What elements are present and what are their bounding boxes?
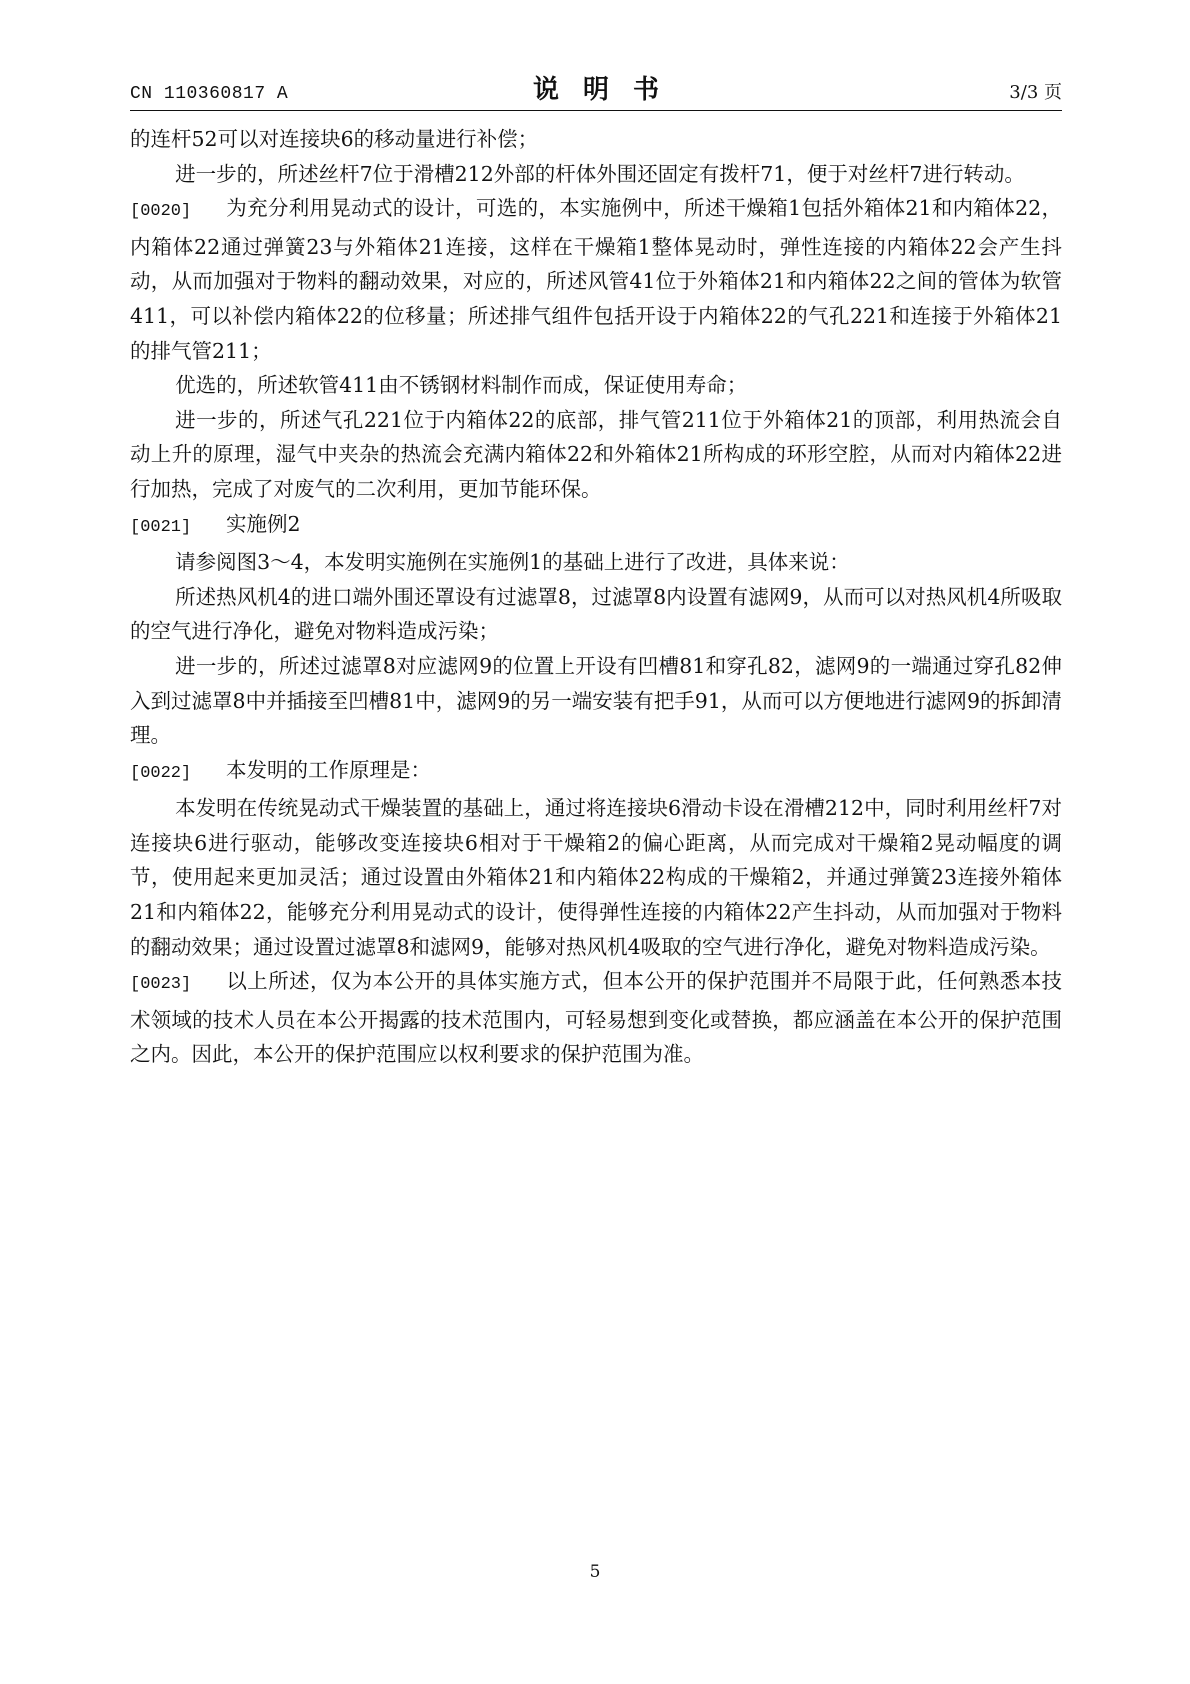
document-title: 说明书: [532, 75, 683, 105]
paragraph: 所述热风机4的进口端外围还罩设有过滤罩8，过滤罩8内设置有滤网9，从而可以对热风机4所吸取的空气进行净化，避免对物料造成污染；: [130, 584, 1062, 644]
paragraph-0021: [0021] 实施例2: [130, 507, 1062, 546]
paragraph: 优选的，所述软管411由不锈钢材料制作而成，保证使用寿命；: [175, 373, 748, 398]
page-number: 5: [589, 1562, 601, 1582]
paragraph: 进一步的，所述气孔221位于内箱体22的底部，排气管211位于外箱体21的顶部，利用热流会自动上升的原理，湿气中夹杂的热流会充满内箱体22和外箱体21所构成的环形空腔，从而对内箱体22进行加热，完成了对废气的二次利用，更加节能环保。: [130, 407, 1062, 501]
paragraph-0022: [0022] 本发明的工作原理是：: [130, 753, 1062, 792]
paragraph-0020: [0020] 为充分利用晃动式的设计，可选的，本实施例中，所述干燥箱1包括外箱体21和内箱体22，内箱体22通过弹簧23与外箱体21连接，这样在干燥箱1整体晃动时，弹性连接的内箱体22会产生抖动，从而加强对于物料的翻动效果，对应的，所述风管41位于外箱体21和内箱体22之间的管体为软管411，可以补偿内箱体22的位移量；所述排气组件包括开设于内箱体22的气孔221和连接于外箱体21的排气管211；: [130, 196, 1062, 363]
patent-number: CN 110360817 A: [130, 84, 289, 104]
paragraph: 本发明在传统晃动式干燥装置的基础上，通过将连接块6滑动卡设在滑槽212中，同时利用丝杆7对连接块6进行驱动，能够改变连接块6相对于干燥箱2的偏心距离，从而完成对干燥箱2晃动幅度的调节，使用起来更加灵活；通过设置由外箱体21和内箱体22构成的干燥箱2，并通过弹簧23连接外箱体21和内箱体22，能够充分利用晃动式的设计，使得弹性连接的内箱体22产生抖动，从而加强对于物料的翻动效果；通过设置过滤罩8和滤网9，能够对热风机4吸取的空气进行净化，避免对物料造成污染。: [130, 796, 1062, 959]
paragraph-number: [0020]: [130, 202, 192, 222]
paragraph: 请参阅图3～4，本发明实施例在实施例1的基础上进行了改进，具体来说：: [175, 550, 850, 575]
paragraph-continuation: 的连杆52可以对连接块6的移动量进行补偿；: [130, 127, 539, 151]
paragraph: 进一步的，所述丝杆7位于滑槽212外部的杆体外围还固定有拨杆71，便于对丝杆7进行转动。: [175, 161, 1025, 186]
page-header: [130, 66, 1062, 110]
paragraph-number: [0021]: [130, 517, 192, 537]
page-info: 3/3 页: [1009, 82, 1062, 103]
paragraph-number: [0023]: [130, 975, 192, 995]
header-rule: [130, 110, 1062, 111]
paragraph-0023: [0023] 以上所述，仅为本公开的具体实施方式，但本公开的保护范围并不局限于此，任何熟悉本技术领域的技术人员在本公开揭露的技术范围内，可轻易想到变化或替换，都应涵盖在本公开的保护范围之内。因此，本公开的保护范围应以权利要求的保护范围为准。: [130, 969, 1062, 1067]
paragraph: 进一步的，所述过滤罩8对应滤网9的位置上开设有凹槽81和穿孔82，滤网9的一端通过穿孔82伸入到过滤罩8中并插接至凹槽81中，滤网9的另一端安装有把手91，从而可以方便地进行滤网9的拆卸清理。: [130, 653, 1062, 748]
paragraph-number: [0022]: [130, 763, 192, 783]
document-body: [130, 122, 1062, 1072]
